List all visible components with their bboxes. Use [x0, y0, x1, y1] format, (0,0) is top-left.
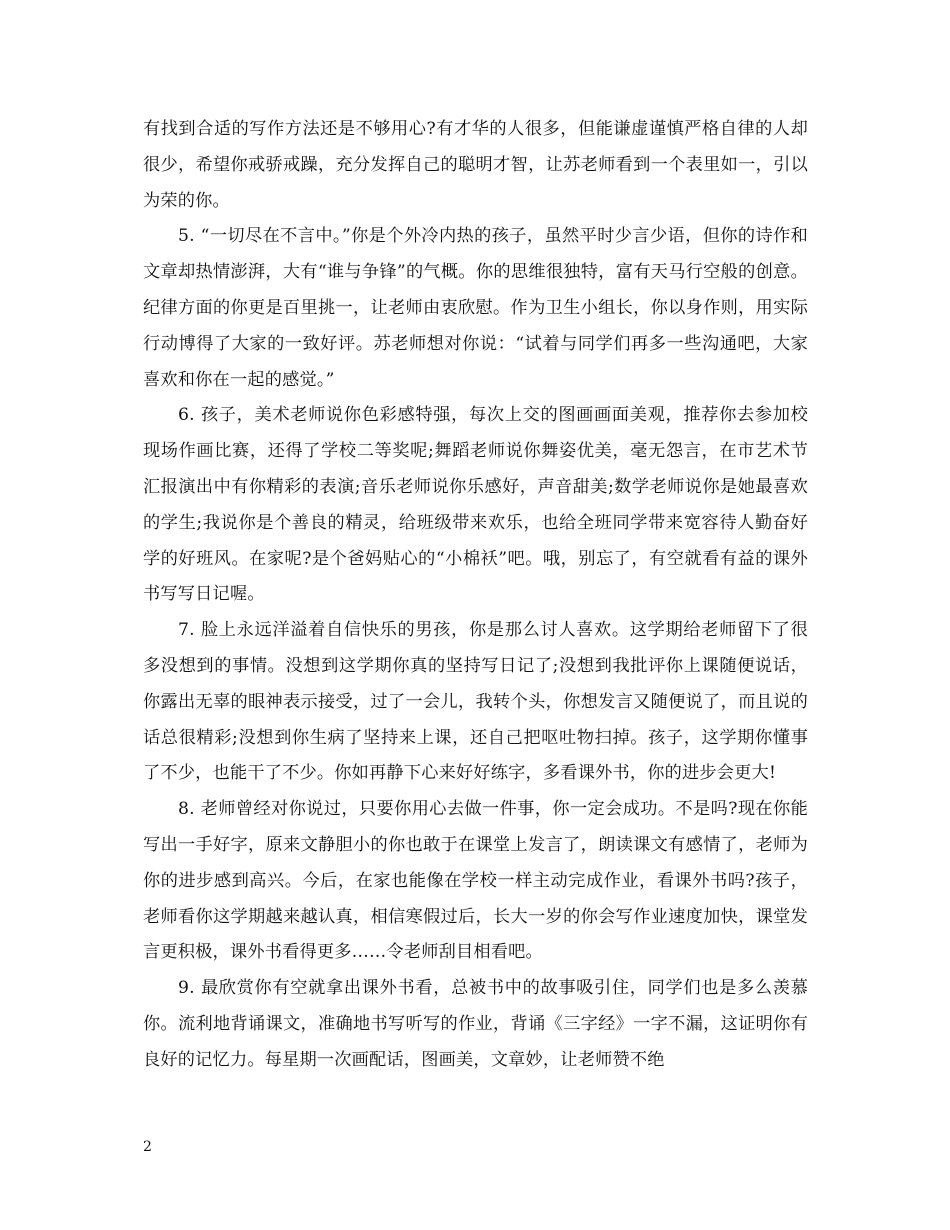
paragraph-item-9: 9. 最欣赏你有空就拿出课外书看，总被书中的故事吸引住，同学们也是多么羡慕你。流利地背诵课文，准确地书写听写的作业，背诵《三字经》一字不漏，这证明你有良好的记忆力。每星期一次画配话，图画美，文章妙，让老师赞不绝	[143, 978, 808, 1070]
paragraph-item-7: 7. 脸上永远洋溢着自信快乐的男孩，你是那么讨人喜欢。这学期给老师留下了很多没想到的事情。没想到这学期你真的坚持写日记了;没想到我批评你上课随便说话，你露出无辜的眼神表示接受，过了一会儿，我转个头，你想发言又随便说了，而且说的话总很精彩;没想到你生病了坚持来上课，还自己把呕吐物扫掉。孩子，这学期你懂事了不少，也能干了不少。你如再静下心来好好练字，多看课外书，你的进步会更大!	[143, 620, 808, 784]
paragraph-item-8: 8. 老师曾经对你说过，只要你用心去做一件事，你一定会成功。不是吗?现在你能写出一手好字，原来文静胆小的你也敢于在课堂上发言了，朗读课文有感情了，老师为你的进步感到高兴。今后，在家也能像在学校一样主动完成作业，看课外书吗?孩子，老师看你这学期越来越认真，相信寒假过后，长大一岁的你会写作业速度加快，课堂发言更积极，课外书看得更多……令老师刮目相看吧。	[143, 799, 808, 963]
paragraph-item-5: 5. “一切尽在不言中。”你是个外冷内热的孩子，虽然平时少言少语，但你的诗作和文章却热情澎湃，大有“谁与争锋”的气概。你的思维很独特，富有天马行空般的创意。纪律方面的你更是百里挑一，让老师由衷欣慰。作为卫生小组长，你以身作则，用实际行动博得了大家的一致好评。苏老师想对你说：“试着与同学们再多一些沟通吧，大家喜欢和你在一起的感觉。”	[143, 226, 808, 390]
paragraph-item-6: 6. 孩子，美术老师说你色彩感特强，每次上交的图画画面美观，推荐你去参加校现场作画比赛，还得了学校二等奖呢;舞蹈老师说你舞姿优美，毫无怨言，在市艺术节汇报演出中有你精彩的表演;音乐老师说你乐感好，声音甜美;数学老师说你是她最喜欢的学生;我说你是个善良的精灵，给班级带来欢乐，也给全班同学带来宽容待人勤奋好学的好班风。在家呢?是个爸妈贴心的“小棉袄”吧。哦，别忘了，有空就看有益的课外书写写日记喔。	[143, 405, 808, 605]
paragraph-continuation: 有找到合适的写作方法还是不够用心?有才华的人很多，但能谦虚谨慎严格自律的人却很少，希望你戒骄戒躁，充分发挥自己的聪明才智，让苏老师看到一个表里如一，引以为荣的你。	[143, 119, 808, 211]
page-number: 2	[143, 1139, 152, 1155]
document-body	[143, 112, 808, 1079]
